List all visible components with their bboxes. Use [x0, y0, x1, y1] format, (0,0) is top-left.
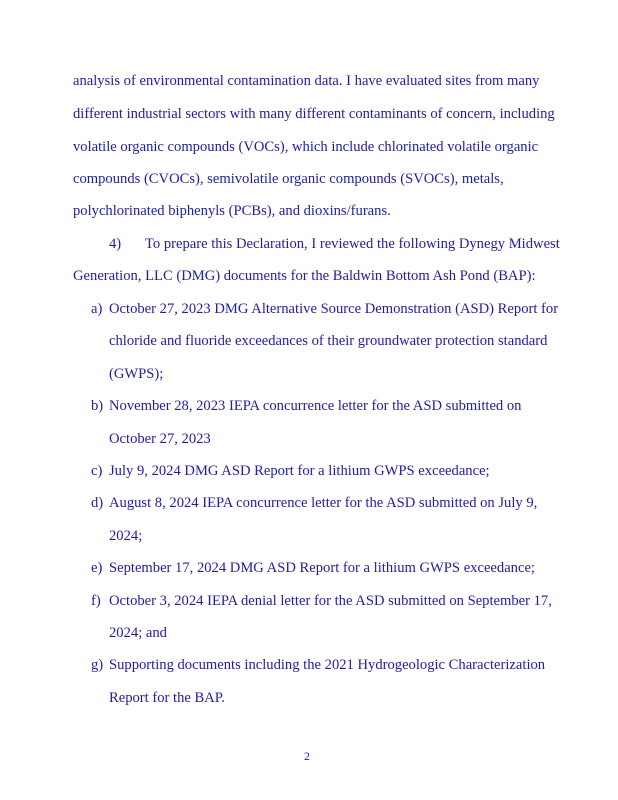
paragraph-line: compounds (CVOCs), semivolatile organic compounds (SVOCs), metals,	[73, 171, 504, 187]
paragraph-line: volatile organic compounds (VOCs), which include chlorinated volatile organic	[73, 139, 539, 155]
list-item-line: November 28, 2023 IEPA concurrence letter for the ASD submitted on	[109, 398, 522, 414]
list-item-line: October 27, 2023	[109, 431, 211, 447]
paragraph-number: 4)	[109, 236, 122, 252]
paragraph-line: Generation, LLC (DMG) documents for the Baldwin Bottom Ash Pond (BAP):	[73, 268, 536, 284]
list-item-line: October 27, 2023 DMG Alternative Source Demonstration (ASD) Report for	[109, 301, 559, 317]
paragraph-line: analysis of environmental contamination data. I have evaluated sites from many	[73, 73, 540, 89]
list-item-letter: d)	[91, 495, 104, 511]
paragraph-line: different industrial sectors with many different contaminants of concern, including	[73, 106, 555, 122]
list-item-line: Supporting documents including the 2021 Hydrogeologic Characterization	[109, 657, 546, 673]
list-item-letter: g)	[91, 657, 104, 673]
list-item-letter: a)	[91, 301, 103, 317]
paragraph-line: polychlorinated biphenyls (PCBs), and dioxins/furans.	[73, 203, 391, 219]
page-number: 2	[304, 749, 310, 763]
list-item-letter: e)	[91, 560, 103, 576]
list-item-line: September 17, 2024 DMG ASD Report for a lithium GWPS exceedance;	[109, 560, 535, 576]
list-item-letter: c)	[91, 463, 103, 479]
list-item-line: 2024;	[109, 528, 143, 544]
list-item-line: August 8, 2024 IEPA concurrence letter for the ASD submitted on July 9,	[109, 495, 538, 511]
list-item-line: (GWPS);	[109, 366, 164, 382]
list-item-line: July 9, 2024 DMG ASD Report for a lithium GWPS exceedance;	[109, 463, 490, 479]
list-item-line: Report for the BAP.	[109, 690, 225, 706]
paragraph-line: To prepare this Declaration, I reviewed the following Dynegy Midwest	[145, 236, 560, 252]
list-item-line: October 3, 2024 IEPA denial letter for the ASD submitted on September 17,	[109, 593, 552, 609]
list-item-letter: f)	[91, 593, 101, 609]
list-item-line: 2024; and	[109, 625, 167, 641]
list-item-letter: b)	[91, 398, 104, 414]
list-item-line: chloride and fluoride exceedances of their groundwater protection standard	[109, 333, 548, 349]
